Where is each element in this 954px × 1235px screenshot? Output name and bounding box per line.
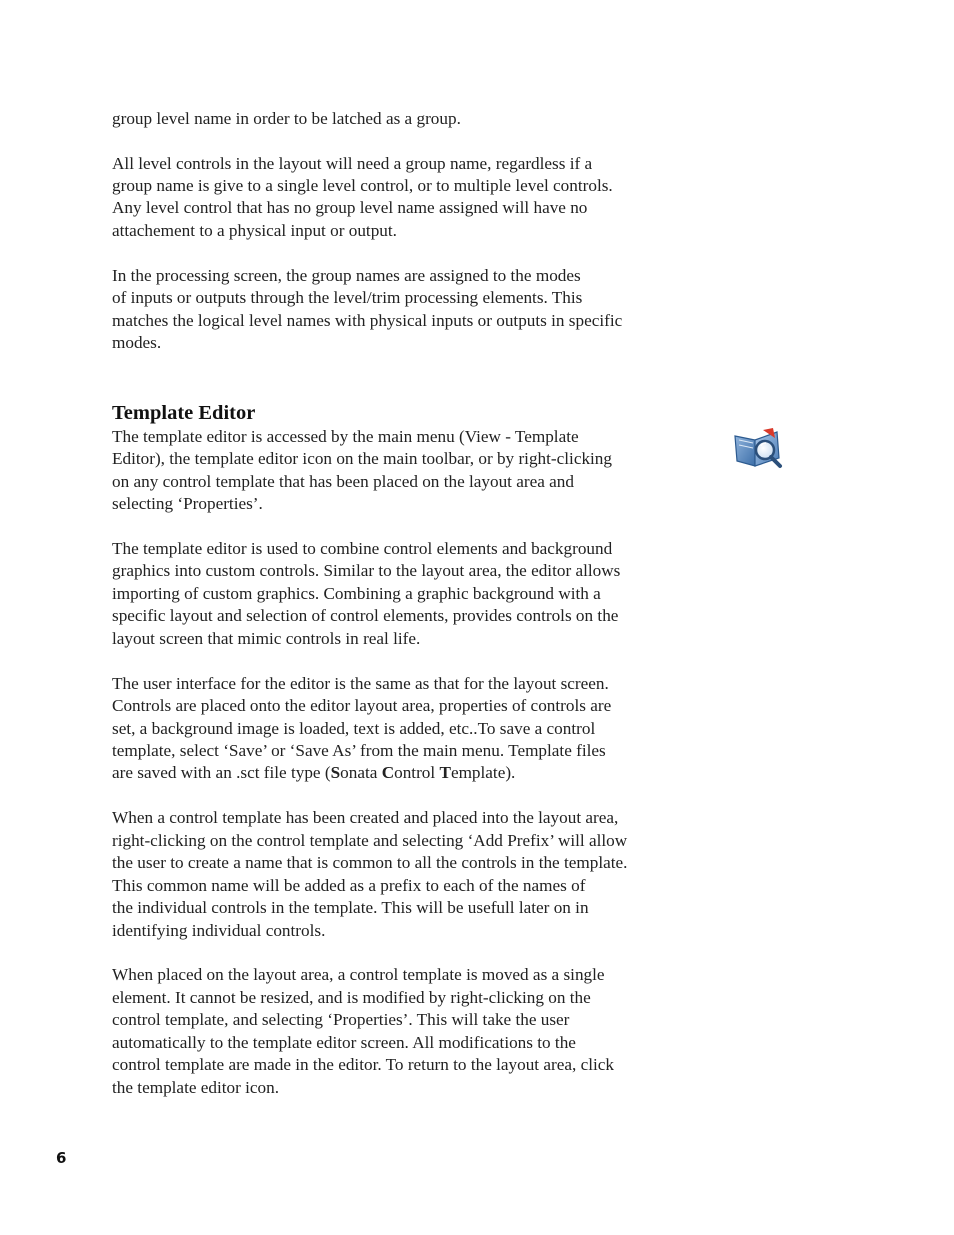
section-paragraph-5-line-2: element. It cannot be resized, and is modified by right-clicking on the bbox=[112, 988, 591, 1007]
section-paragraph-3-line-4: template, select ‘Save’ or ‘Save As’ from the main menu. Template files bbox=[112, 741, 606, 760]
section-paragraph-2-line-1: The template editor is used to combine control elements and background bbox=[112, 539, 613, 558]
section-paragraph-4-line-6: identifying individual controls. bbox=[112, 921, 326, 940]
section-paragraph-3-line-1: The user interface for the editor is the same as that for the layout screen. bbox=[112, 674, 609, 693]
section-paragraph-4-line-2: right-clicking on the control template and selecting ‘Add Prefix’ will allow bbox=[112, 831, 628, 850]
section-paragraph-5-line-5: control template are made in the editor. To return to the layout area, click bbox=[112, 1055, 614, 1074]
page-number: 6 bbox=[56, 1149, 67, 1167]
section-paragraph-2-line-4: specific layout and selection of control elements, provides controls on the bbox=[112, 606, 619, 625]
section-paragraph-5-line-1: When placed on the layout area, a control template is moved as a single bbox=[112, 965, 605, 984]
file-type-word-control: ontrol bbox=[394, 763, 440, 782]
section-paragraph-5-line-6: the template editor icon. bbox=[112, 1078, 280, 1097]
section-paragraph-1-line-3: on any control template that has been placed on the layout area and bbox=[112, 472, 574, 491]
file-type-initial-t: T bbox=[439, 763, 451, 782]
section-paragraph-5-line-4: automatically to the template editor screen. All modifications to the bbox=[112, 1033, 576, 1052]
section-paragraph-2-line-5: layout screen that mimic controls in real life. bbox=[112, 629, 421, 648]
file-type-word-template: emplate). bbox=[450, 763, 516, 782]
intro-paragraph-3-line-2: of inputs or outputs through the level/trim processing elements. This bbox=[112, 288, 583, 307]
intro-paragraph-3-line-4: modes. bbox=[112, 333, 162, 352]
section-paragraph-1-line-2: Editor), the template editor icon on the main toolbar, or by right-clicking bbox=[112, 449, 612, 468]
file-type-initial-c: C bbox=[381, 763, 395, 782]
template-editor-icon-graphic bbox=[733, 426, 787, 472]
intro-paragraph-2-line-1: All level controls in the layout will need a group name, regardless if a bbox=[112, 154, 593, 173]
section-paragraph-1-line-4: selecting ‘Properties’. bbox=[112, 494, 263, 513]
section-paragraph-3-line-3: set, a background image is loaded, text is added, etc..To save a control bbox=[112, 719, 596, 738]
section-heading: Template Editor bbox=[112, 402, 256, 424]
section-paragraph-4-line-5: the individual controls in the template. This will be usefull later on in bbox=[112, 898, 589, 917]
intro-paragraph-1-line-1: group level name in order to be latched as a group. bbox=[112, 109, 461, 128]
section-paragraph-1-line-1: The template editor is accessed by the main menu (View - Template bbox=[112, 427, 579, 446]
file-type-text: are saved with an .sct file type ( bbox=[112, 763, 331, 782]
intro-paragraph-2-line-2: group name is give to a single level control, or to multiple level controls. bbox=[112, 176, 613, 195]
file-type-word-sonata: onata bbox=[340, 763, 382, 782]
template-editor-icon bbox=[733, 426, 787, 472]
intro-paragraph-2-line-4: attachement to a physical input or output. bbox=[112, 221, 397, 240]
intro-paragraph-2-line-3: Any level control that has no group level name assigned will have no bbox=[112, 198, 588, 217]
intro-paragraph-3-line-3: matches the logical level names with physical inputs or outputs in specific bbox=[112, 311, 623, 330]
intro-paragraph-3-line-1: In the processing screen, the group names are assigned to the modes bbox=[112, 266, 581, 285]
section-paragraph-2-line-2: graphics into custom controls. Similar to the layout area, the editor allows bbox=[112, 561, 621, 580]
section-paragraph-4-line-4: This common name will be added as a prefix to each of the names of bbox=[112, 876, 586, 895]
section-paragraph-3-line-2: Controls are placed onto the editor layout area, properties of controls are bbox=[112, 696, 612, 715]
section-paragraph-5-line-3: control template, and selecting ‘Properties’. This will take the user bbox=[112, 1010, 570, 1029]
section-paragraph-3-line-5 bbox=[112, 762, 515, 784]
section-paragraph-2-line-3: importing of custom graphics. Combining a graphic background with a bbox=[112, 584, 601, 603]
section-paragraph-4-line-1: When a control template has been created and placed into the layout area, bbox=[112, 808, 619, 827]
section-paragraph-4-line-3: the user to create a name that is common to all the controls in the template. bbox=[112, 853, 628, 872]
file-type-initial-s: S bbox=[330, 763, 341, 782]
